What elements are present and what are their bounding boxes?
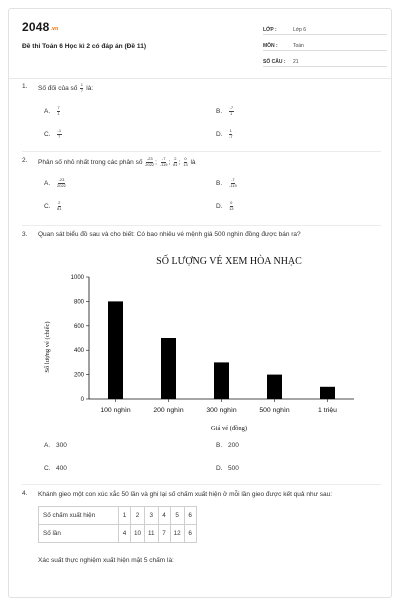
question-text-part: là bbox=[190, 158, 196, 166]
question-divider bbox=[22, 151, 381, 152]
fraction-denominator: 13 bbox=[183, 161, 188, 167]
fraction-numerator: -7 bbox=[161, 156, 166, 161]
question-text-part: là: bbox=[86, 84, 94, 92]
question-1 bbox=[22, 83, 381, 140]
fraction-numerator: 1 bbox=[80, 82, 83, 87]
meta-row-count bbox=[263, 55, 387, 67]
meta-row-subject bbox=[263, 39, 387, 51]
option-a[interactable] bbox=[44, 105, 216, 117]
fraction-denominator: 7 bbox=[80, 87, 83, 93]
chart-y-tick-label: 200 bbox=[73, 372, 84, 379]
table-row bbox=[39, 525, 197, 543]
question-number: 4. bbox=[22, 490, 28, 497]
option-b[interactable] bbox=[216, 105, 388, 117]
option-text: 400 bbox=[56, 464, 67, 472]
answer-options bbox=[44, 105, 381, 140]
meta-value: Lớp 6 bbox=[293, 27, 307, 33]
option-c[interactable] bbox=[44, 200, 216, 212]
question-4 bbox=[22, 490, 381, 564]
option-a[interactable] bbox=[44, 439, 216, 451]
meta-key: LỚP : bbox=[263, 27, 277, 33]
fraction bbox=[229, 201, 233, 211]
option-c[interactable] bbox=[44, 462, 216, 474]
chart-y-tick-label: 1000 bbox=[70, 275, 84, 281]
fraction bbox=[229, 178, 237, 188]
chart-x-axis-label: Giá vé (đồng) bbox=[210, 425, 248, 432]
table-row-label: Số chấm xuất hiện bbox=[39, 507, 119, 525]
chart-y-tick-label: 0 bbox=[80, 397, 84, 403]
option-letter: D. bbox=[216, 464, 223, 472]
option-text: 300 bbox=[56, 441, 67, 449]
fraction bbox=[57, 106, 60, 116]
meta-value: 21 bbox=[293, 59, 299, 65]
option-letter: B. bbox=[216, 107, 223, 115]
answer-options bbox=[44, 439, 381, 474]
table-cell: 6 bbox=[184, 525, 196, 543]
fraction-denominator: 1 bbox=[57, 110, 60, 116]
exam-meta bbox=[263, 23, 387, 71]
option-letter: B. bbox=[216, 441, 223, 449]
table-cell: 7 bbox=[158, 525, 170, 543]
fraction bbox=[173, 157, 177, 167]
chart-x-tick-label: 100 nghìn bbox=[100, 407, 131, 414]
table-cell: 12 bbox=[170, 525, 184, 543]
table-cell: 3 bbox=[145, 507, 159, 525]
option-letter: C. bbox=[44, 202, 51, 210]
fraction-numerator: 2 bbox=[58, 200, 61, 206]
option-text: 200 bbox=[228, 441, 239, 449]
question-text-part: Số đối của số bbox=[38, 84, 78, 92]
chart-bar bbox=[161, 338, 176, 399]
question-text-part: Phân số nhỏ nhất trong các phân số bbox=[38, 158, 143, 166]
chart-y-axis-label: Số lượng vé (chiếc) bbox=[44, 321, 51, 373]
chart-x-tick-label: 200 nghìn bbox=[153, 407, 184, 414]
option-d[interactable] bbox=[216, 128, 388, 140]
chart-y-tick-label: 600 bbox=[73, 323, 84, 330]
fraction-numerator: -7 bbox=[231, 177, 235, 183]
question-text: Khánh gieo một con xúc xắc 50 lần và ghi lại số chấm xuất hiện ở mỗi lần gieo được kết quả như sau: bbox=[38, 491, 333, 498]
fraction-denominator: 81 bbox=[173, 161, 178, 167]
question-divider bbox=[22, 484, 381, 485]
fraction-numerator: -1 bbox=[57, 128, 62, 134]
frequency-table bbox=[38, 506, 197, 543]
option-letter: D. bbox=[216, 130, 223, 138]
option-letter: C. bbox=[44, 464, 51, 472]
fraction bbox=[229, 129, 233, 139]
option-text: 500 bbox=[228, 464, 239, 472]
exam-header bbox=[9, 9, 391, 79]
fraction bbox=[183, 157, 187, 167]
chart-y-tick-label: 400 bbox=[73, 348, 84, 355]
table-row-label: Số lần bbox=[39, 525, 119, 543]
meta-row-class bbox=[263, 23, 387, 35]
question-2 bbox=[22, 157, 381, 212]
table-cell: 4 bbox=[119, 525, 131, 543]
chart-x-tick-label: 300 nghìn bbox=[206, 407, 237, 414]
chart-plot-area bbox=[71, 275, 354, 414]
site-logo[interactable] bbox=[22, 20, 58, 34]
fraction-denominator: -7 bbox=[229, 133, 233, 139]
answer-options bbox=[44, 177, 381, 212]
chart-x-tick-label: 500 nghìn bbox=[259, 407, 290, 414]
table-cell: 10 bbox=[131, 525, 145, 543]
question-divider bbox=[22, 225, 381, 226]
question-text: Phân số nhỏ nhất trong các phân số $\frac{-23}{2022}$ ; $\frac{-7}{-119}$ ; $\frac{2}{81}$ ; $\frac{0}{13}$ là bbox=[38, 156, 196, 167]
option-letter: A. bbox=[44, 441, 51, 449]
chart-bar bbox=[108, 301, 123, 399]
exam-page bbox=[8, 8, 392, 598]
logo-suffix: .vn bbox=[50, 26, 59, 32]
fraction-numerator: 0 bbox=[184, 156, 187, 161]
question-number: 3. bbox=[22, 231, 28, 238]
fraction-denominator: 2022 bbox=[57, 182, 66, 188]
fraction-numerator: 0 bbox=[230, 200, 233, 206]
fraction-denominator: 1 bbox=[230, 110, 233, 116]
meta-value: Toán bbox=[293, 43, 304, 49]
fraction bbox=[57, 129, 62, 139]
document-title: Đề thi Toán 6 Học kì 2 có đáp án (Đề 11) bbox=[22, 43, 147, 50]
fraction bbox=[57, 201, 61, 211]
fraction-numerator: 2 bbox=[174, 156, 177, 161]
table-cell: 11 bbox=[145, 525, 159, 543]
fraction-denominator: -119 bbox=[229, 182, 237, 188]
meta-key: SỐ CÂU : bbox=[263, 59, 286, 65]
fraction-numerator: -23 bbox=[146, 156, 153, 161]
frequency-table-wrap bbox=[38, 506, 381, 543]
option-d[interactable] bbox=[216, 462, 388, 474]
option-letter: A. bbox=[44, 179, 51, 187]
table-cell: 1 bbox=[119, 507, 131, 525]
fraction-denominator: 81 bbox=[57, 205, 62, 211]
question-text: Quan sát biểu đồ sau và cho biết: Có bao nhiêu vé mệnh giá 500 nghìn đồng được bán ra? bbox=[38, 231, 301, 238]
question-3-options bbox=[22, 439, 381, 474]
question-footer: Xác suất thực nghiệm xuất hiện mặt 5 chấm là: bbox=[38, 557, 174, 564]
chart-bar bbox=[267, 375, 282, 399]
option-d[interactable] bbox=[216, 200, 388, 212]
question-number: 1. bbox=[22, 83, 28, 90]
table-cell: 6 bbox=[184, 507, 196, 525]
chart-svg bbox=[39, 247, 369, 437]
table-cell: 2 bbox=[131, 507, 145, 525]
fraction bbox=[80, 83, 83, 93]
chart-bar bbox=[320, 387, 335, 399]
chart-x-tick-label: 1 triệu bbox=[318, 407, 337, 414]
logo-text: 2048 bbox=[22, 20, 50, 34]
fraction-denominator: 13 bbox=[229, 205, 234, 211]
option-letter: A. bbox=[44, 107, 51, 115]
fraction-numerator: 1 bbox=[229, 128, 232, 134]
option-letter: C. bbox=[44, 130, 51, 138]
chart-title: SỐ LƯỢNG VÉ XEM HÒA NHẠC bbox=[156, 256, 302, 267]
fraction bbox=[160, 157, 168, 167]
question-3 bbox=[22, 231, 381, 238]
table-cell: 5 bbox=[170, 507, 184, 525]
fraction-denominator: 7 bbox=[58, 133, 61, 139]
fraction-numerator: -23 bbox=[58, 177, 65, 183]
question-number: 2. bbox=[22, 157, 28, 164]
option-a[interactable] bbox=[44, 177, 216, 189]
fraction-numerator: 7 bbox=[57, 105, 60, 111]
meta-key: MÔN : bbox=[263, 43, 278, 49]
chart-y-tick-label: 800 bbox=[73, 299, 84, 306]
table-cell: 4 bbox=[158, 507, 170, 525]
option-letter: D. bbox=[216, 202, 223, 210]
fraction-denominator: 2022 bbox=[145, 161, 155, 167]
chart-bar bbox=[214, 362, 229, 399]
fraction bbox=[229, 106, 234, 116]
table-row bbox=[39, 507, 197, 525]
option-b[interactable] bbox=[216, 439, 388, 451]
option-letter: B. bbox=[216, 179, 223, 187]
fraction-denominator: -119 bbox=[159, 161, 168, 167]
fraction bbox=[57, 178, 66, 188]
fraction bbox=[145, 157, 154, 167]
option-b[interactable] bbox=[216, 177, 388, 189]
option-c[interactable] bbox=[44, 128, 216, 140]
fraction-numerator: -7 bbox=[229, 105, 234, 111]
bar-chart bbox=[39, 247, 369, 437]
question-text bbox=[38, 83, 381, 93]
